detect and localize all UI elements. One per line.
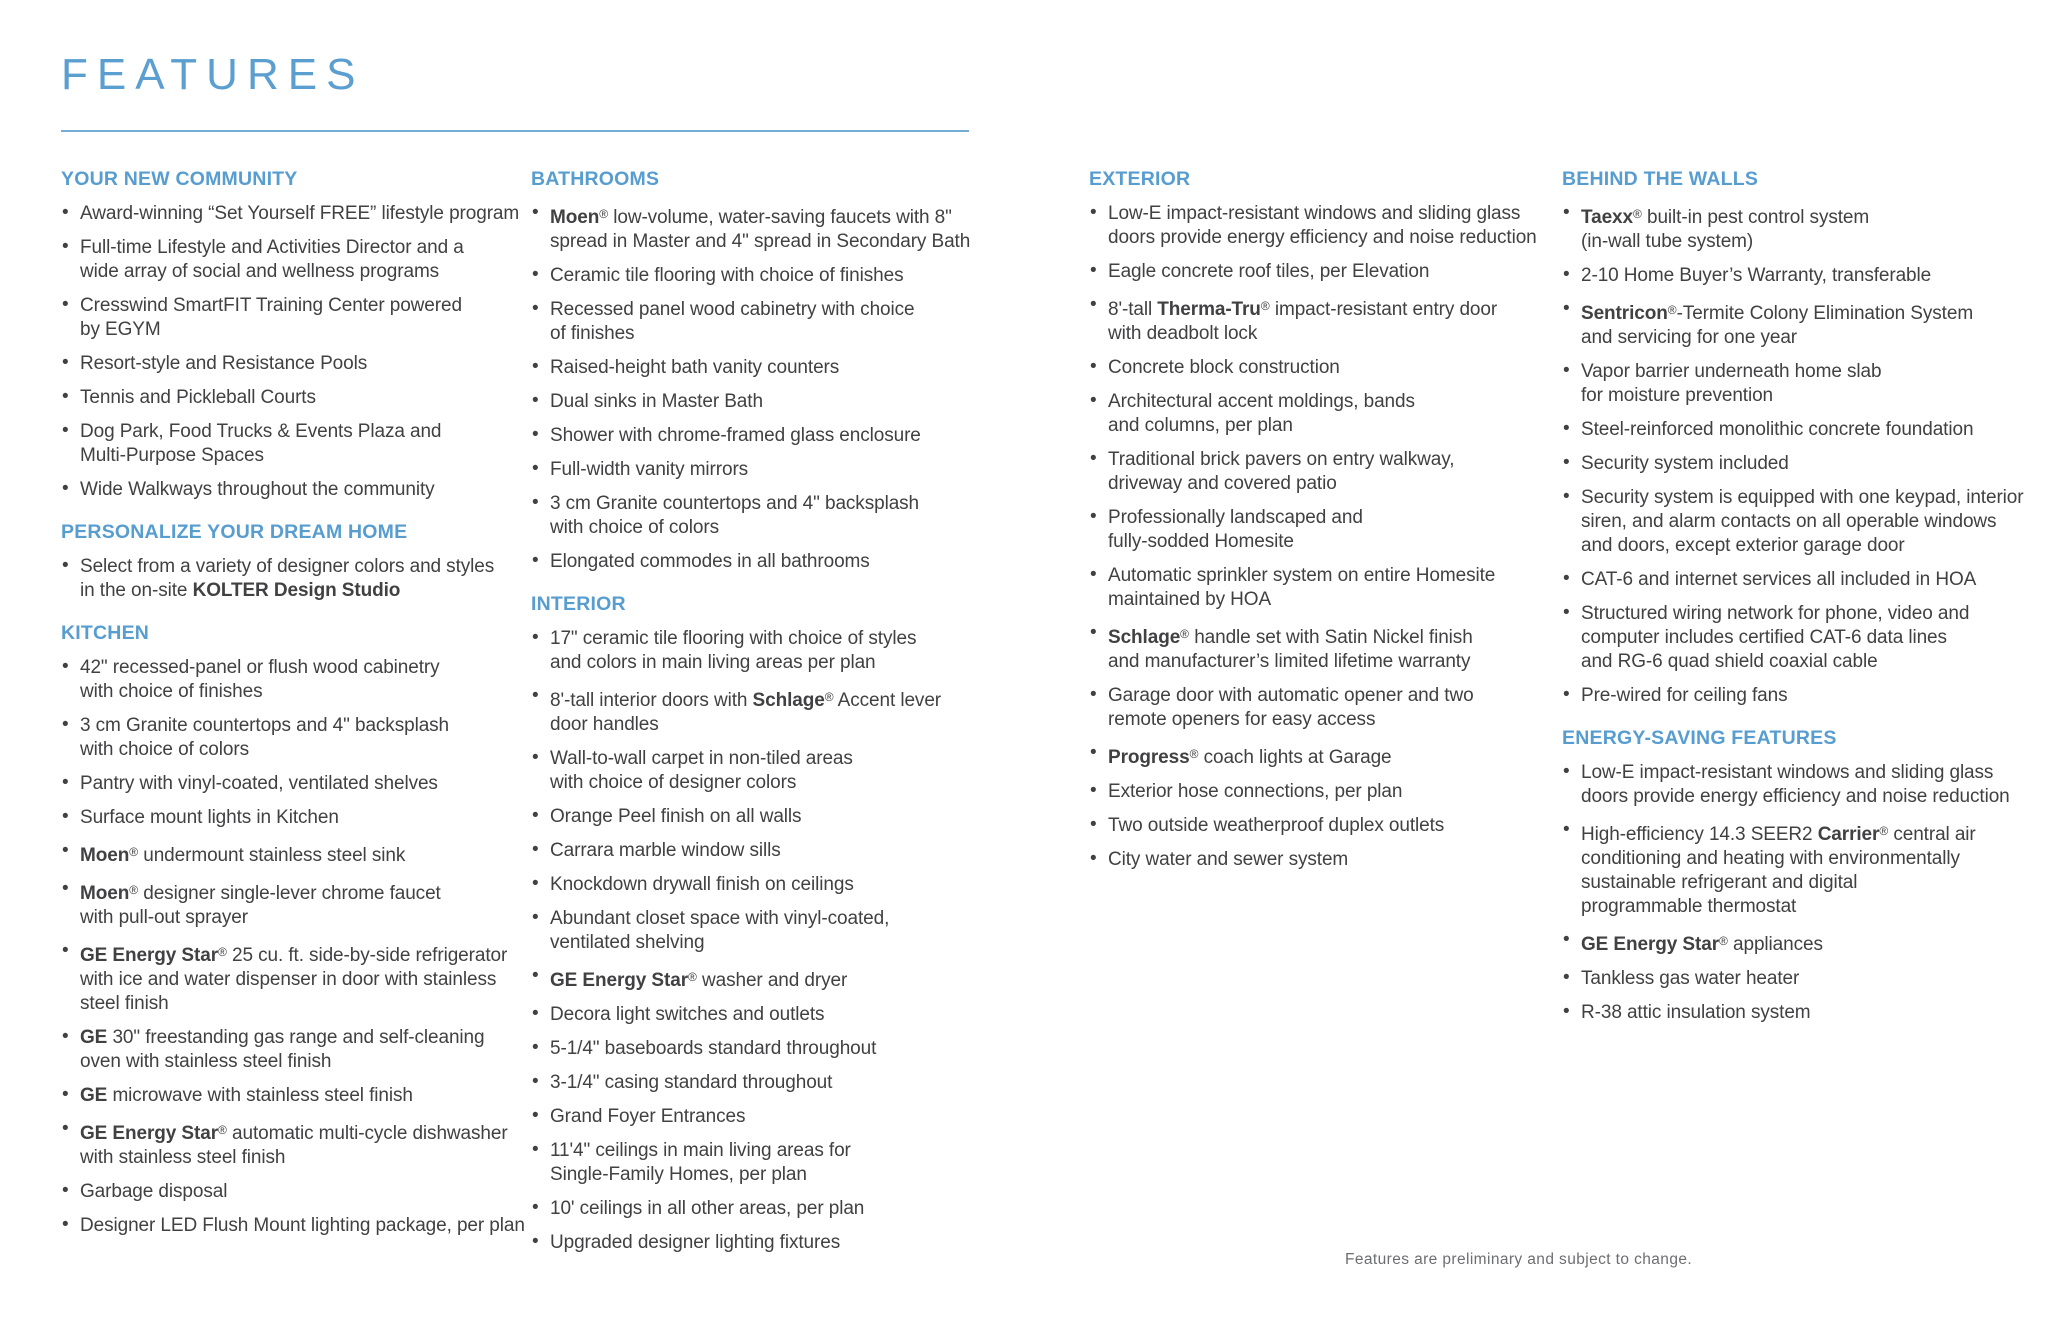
text-run: Security system is equipped with one keypad, interior — [1581, 487, 2024, 508]
brand-name: Carrier — [1817, 824, 1880, 845]
text-run: by EGYM — [80, 319, 161, 340]
feature-item — [61, 1084, 543, 1108]
text-run: Decora light switches and outlets — [550, 1004, 825, 1025]
feature-item — [1562, 761, 2048, 809]
brand-name: GE Energy Star — [80, 1123, 218, 1144]
registered-mark: ® — [217, 945, 227, 959]
registered-mark: ® — [1718, 934, 1728, 948]
text-run: computer includes certified CAT-6 data lines — [1581, 627, 1947, 648]
feature-item — [1089, 202, 1563, 250]
feature-item — [531, 390, 1041, 414]
feature-item — [1089, 390, 1563, 438]
brand-name: GE Energy Star — [80, 945, 218, 966]
feature-item — [1562, 360, 2048, 408]
feature-list — [1089, 202, 1563, 872]
text-run: 3 cm Granite countertops and 4" backsplash — [80, 715, 450, 736]
text-run: maintained by HOA — [1108, 589, 1272, 610]
text-run: and manufacturer’s limited lifetime warranty — [1108, 651, 1471, 672]
feature-item — [1089, 356, 1563, 380]
feature-item — [531, 458, 1041, 482]
feature-item — [1562, 684, 2048, 708]
brand-name: Sentricon — [1581, 303, 1668, 324]
text-run: Full-time Lifestyle and Activities Director and a — [80, 237, 464, 258]
feature-item — [531, 1105, 1041, 1129]
brand-name: Moen — [80, 845, 130, 866]
registered-mark: ® — [824, 690, 834, 704]
registered-mark: ® — [1189, 747, 1199, 761]
feature-list — [61, 202, 543, 502]
text-run: Traditional brick pavers on entry walkway, — [1108, 449, 1455, 470]
brand-name: Moen — [80, 883, 130, 904]
text-run: Award-winning “Set Yourself FREE” lifestyle program — [80, 203, 520, 224]
disclaimer-footer: Features are preliminary and subject to change. — [1345, 1251, 1693, 1268]
text-run: and columns, per plan — [1108, 415, 1293, 436]
feature-item — [531, 1037, 1041, 1061]
feature-section — [531, 168, 1041, 574]
text-run: 3-1/4" casing standard throughout — [550, 1072, 833, 1093]
text-run: Two outside weatherproof duplex outlets — [1108, 815, 1445, 836]
brand-name: KOLTER Design Studio — [192, 580, 401, 601]
text-run: Security system included — [1581, 453, 1789, 474]
text-run: 2-10 Home Buyer’s Warranty, transferable — [1581, 265, 1932, 286]
text-run: Ceramic tile flooring with choice of finishes — [550, 265, 904, 286]
title-divider — [61, 130, 969, 132]
feature-item — [531, 805, 1041, 829]
feature-item — [531, 1071, 1041, 1095]
feature-item — [61, 352, 543, 376]
feature-item — [531, 747, 1041, 795]
registered-mark: ® — [1180, 627, 1190, 641]
text-run: Resort-style and Resistance Pools — [80, 353, 368, 374]
feature-list — [1562, 761, 2048, 1025]
feature-list — [531, 202, 1041, 574]
text-run: steel finish — [80, 993, 169, 1014]
column — [61, 168, 543, 1248]
feature-item — [531, 907, 1041, 955]
feature-item — [531, 839, 1041, 863]
text-run: ventilated shelving — [550, 932, 705, 953]
feature-list — [531, 627, 1041, 1255]
text-run: Elongated commodes in all bathrooms — [550, 551, 870, 572]
feature-item — [1089, 622, 1563, 674]
text-run: and doors, except exterior garage door — [1581, 535, 1905, 556]
text-run: 8'-tall interior doors with — [550, 690, 753, 711]
text-run: Low-E impact-resistant windows and sliding glass — [1581, 762, 1994, 783]
text-run: Upgraded designer lighting fixtures — [550, 1232, 841, 1253]
section-heading: PERSONALIZE YOUR DREAM HOME — [61, 521, 408, 543]
text-run: Tennis and Pickleball Courts — [80, 387, 316, 408]
feature-item — [61, 714, 543, 762]
column — [1562, 168, 2048, 1035]
feature-item — [1562, 929, 2048, 957]
feature-item — [1089, 564, 1563, 612]
feature-item — [1562, 202, 2048, 254]
text-run: wide array of social and wellness programs — [80, 261, 440, 282]
text-run: driveway and covered patio — [1108, 473, 1337, 494]
text-run: Automatic sprinkler system on entire Homesite — [1108, 565, 1496, 586]
feature-item — [61, 420, 543, 468]
feature-section — [61, 622, 543, 1238]
text-run: Designer LED Flush Mount lighting package, per plan — [80, 1215, 525, 1236]
text-run: Low-E impact-resistant windows and sliding glass — [1108, 203, 1521, 224]
feature-item — [1562, 602, 2048, 674]
text-run: City water and sewer system — [1108, 849, 1349, 870]
text-run: Pre-wired for ceiling fans — [1581, 685, 1788, 706]
feature-item — [1089, 294, 1563, 346]
text-run: Orange Peel finish on all walls — [550, 806, 802, 827]
text-run: of finishes — [550, 323, 635, 344]
section-heading: YOUR NEW COMMUNITY — [61, 168, 298, 190]
section-heading: KITCHEN — [61, 622, 150, 644]
text-run: remote openers for easy access — [1108, 709, 1376, 730]
text-run: Cresswind SmartFIT Training Center powered — [80, 295, 462, 316]
text-run: Raised-height bath vanity counters — [550, 357, 840, 378]
text-run: Eagle concrete roof tiles, per Elevation — [1108, 261, 1430, 282]
text-run: Wide Walkways throughout the community — [80, 479, 435, 500]
text-run: Tankless gas water heater — [1581, 968, 1800, 989]
text-run: Concrete block construction — [1108, 357, 1340, 378]
text-run: Shower with chrome-framed glass enclosure — [550, 425, 921, 446]
feature-item — [1562, 264, 2048, 288]
text-run: doors provide energy efficiency and noise reduction — [1108, 227, 1537, 248]
text-run: handle set with Satin Nickel finish — [1189, 627, 1473, 648]
text-run: impact-resistant entry door — [1269, 299, 1498, 320]
feature-section — [1562, 168, 2048, 708]
feature-item — [531, 356, 1041, 380]
brand-name: Schlage — [1108, 627, 1181, 648]
feature-list — [1562, 202, 2048, 708]
text-run: Grand Foyer Entrances — [550, 1106, 746, 1127]
feature-section — [1562, 727, 2048, 1025]
section-heading: EXTERIOR — [1089, 168, 1191, 190]
text-run: Surface mount lights in Kitchen — [80, 807, 339, 828]
feature-item — [1089, 506, 1563, 554]
text-run: 30" freestanding gas range and self-cleaning — [107, 1027, 485, 1048]
brand-name: GE Energy Star — [550, 970, 688, 991]
feature-item — [61, 772, 543, 796]
text-run: Steel-reinforced monolithic concrete foundation — [1581, 419, 1974, 440]
text-run: Structured wiring network for phone, video and — [1581, 603, 1970, 624]
text-run: and RG-6 quad shield coaxial cable — [1581, 651, 1878, 672]
feature-section — [61, 168, 543, 502]
text-run: automatic multi-cycle dishwasher — [226, 1123, 508, 1144]
registered-mark: ® — [687, 970, 697, 984]
text-run: 10' ceilings in all other areas, per plan — [550, 1198, 865, 1219]
feature-item — [531, 1003, 1041, 1027]
feature-item — [531, 1197, 1041, 1221]
text-run: with choice of colors — [80, 739, 249, 760]
feature-item — [1089, 848, 1563, 872]
text-run: coach lights at Garage — [1198, 747, 1392, 768]
text-run: Abundant closet space with vinyl-coated, — [550, 908, 890, 929]
feature-item — [531, 965, 1041, 993]
feature-item — [61, 1214, 543, 1238]
feature-item — [1562, 452, 2048, 476]
text-run: with choice of finishes — [80, 681, 263, 702]
text-run: Knockdown drywall finish on ceilings — [550, 874, 854, 895]
text-run: designer single-lever chrome faucet — [138, 883, 441, 904]
text-run: Garage door with automatic opener and two — [1108, 685, 1474, 706]
feature-item — [61, 386, 543, 410]
text-run: fully-sodded Homesite — [1108, 531, 1294, 552]
section-heading: BEHIND THE WALLS — [1562, 168, 1759, 190]
brand-name: GE Energy Star — [1581, 934, 1719, 955]
feature-section — [61, 521, 543, 603]
feature-item — [531, 298, 1041, 346]
text-run: with choice of designer colors — [550, 772, 797, 793]
text-run: 8'-tall — [1108, 299, 1158, 320]
feature-item — [1562, 486, 2048, 558]
text-run: 11'4" ceilings in main living areas for — [550, 1140, 851, 1161]
feature-list — [61, 555, 543, 603]
text-run: 17" ceramic tile flooring with choice of styles — [550, 628, 917, 649]
text-run: Dog Park, Food Trucks & Events Plaza and — [80, 421, 442, 442]
column — [531, 168, 1041, 1265]
text-run: Architectural accent moldings, bands — [1108, 391, 1415, 412]
brand-name: Progress — [1108, 747, 1190, 768]
text-run: conditioning and heating with environmentally — [1581, 848, 1960, 869]
column — [1089, 168, 1563, 882]
feature-list — [61, 656, 543, 1238]
feature-item — [61, 656, 543, 704]
feature-item — [1562, 298, 2048, 350]
text-run: R-38 attic insulation system — [1581, 1002, 1811, 1023]
feature-item — [61, 294, 543, 342]
feature-item — [61, 940, 543, 1016]
feature-item — [1089, 448, 1563, 496]
text-run: Professionally landscaped and — [1108, 507, 1363, 528]
text-run: with ice and water dispenser in door with stainless — [80, 969, 497, 990]
feature-item — [61, 1118, 543, 1170]
text-run: Select from a variety of designer colors and styles — [80, 556, 495, 577]
brand-name: Moen — [550, 207, 600, 228]
text-run: Wall-to-wall carpet in non-tiled areas — [550, 748, 853, 769]
feature-section — [1089, 168, 1563, 872]
text-run: with pull-out sprayer — [80, 907, 248, 928]
text-run: Carrara marble window sills — [550, 840, 781, 861]
feature-item — [1089, 814, 1563, 838]
text-run: 5-1/4" baseboards standard throughout — [550, 1038, 877, 1059]
section-heading: BATHROOMS — [531, 168, 660, 190]
feature-item — [61, 1180, 543, 1204]
feature-item — [531, 1231, 1041, 1255]
text-run: High-efficiency 14.3 SEER2 — [1581, 824, 1818, 845]
text-run: doors provide energy efficiency and noise reduction — [1581, 786, 2010, 807]
text-run: for moisture prevention — [1581, 385, 1774, 406]
feature-item — [531, 627, 1041, 675]
feature-item — [61, 555, 543, 603]
feature-item — [61, 236, 543, 284]
page-title: FEATURES — [61, 50, 365, 99]
feature-item — [1562, 819, 2048, 919]
text-run: washer and dryer — [696, 970, 848, 991]
section-heading: ENERGY-SAVING FEATURES — [1562, 727, 1837, 749]
text-run: Accent lever — [833, 690, 942, 711]
feature-item — [61, 1026, 543, 1074]
registered-mark: ® — [217, 1123, 227, 1137]
registered-mark: ® — [1632, 207, 1642, 221]
feature-item — [61, 806, 543, 830]
feature-item — [61, 840, 543, 868]
feature-item — [1089, 260, 1563, 284]
text-run: 3 cm Granite countertops and 4" backsplash — [550, 493, 920, 514]
feature-item — [531, 685, 1041, 737]
text-run: -Termite Colony Elimination System — [1676, 303, 1974, 324]
feature-item — [531, 492, 1041, 540]
text-run: Single-Family Homes, per plan — [550, 1164, 807, 1185]
text-run: CAT-6 and internet services all included in HOA — [1581, 569, 1977, 590]
text-run: siren, and alarm contacts on all operable windows — [1581, 511, 1997, 532]
brand-name: GE — [80, 1027, 108, 1048]
section-heading: INTERIOR — [531, 593, 626, 615]
text-run: microwave with stainless steel finish — [107, 1085, 413, 1106]
registered-mark: ® — [129, 845, 139, 859]
feature-item — [61, 478, 543, 502]
text-run: programmable thermostat — [1581, 896, 1797, 917]
brand-name: Taexx — [1581, 207, 1633, 228]
text-run: with stainless steel finish — [80, 1147, 286, 1168]
registered-mark: ® — [129, 883, 139, 897]
feature-item — [1562, 1001, 2048, 1025]
feature-item — [531, 202, 1041, 254]
registered-mark: ® — [1879, 824, 1889, 838]
text-run: door handles — [550, 714, 659, 735]
text-run: (in-wall tube system) — [1581, 231, 1754, 252]
feature-item — [531, 550, 1041, 574]
text-run: 42" recessed-panel or flush wood cabinetry — [80, 657, 440, 678]
feature-section — [531, 593, 1041, 1255]
registered-mark: ® — [599, 207, 609, 221]
text-run: with deadbolt lock — [1108, 323, 1258, 344]
feature-item — [61, 878, 543, 930]
text-run: Recessed panel wood cabinetry with choice — [550, 299, 915, 320]
text-run: appliances — [1727, 934, 1823, 955]
text-run: with choice of colors — [550, 517, 719, 538]
text-run: sustainable refrigerant and digital — [1581, 872, 1858, 893]
text-run: and colors in main living areas per plan — [550, 652, 876, 673]
feature-item — [531, 1139, 1041, 1187]
feature-item — [1089, 684, 1563, 732]
text-run: central air — [1888, 824, 1976, 845]
text-run: spread in Master and 4" spread in Secondary Bath — [550, 231, 971, 252]
feature-item — [61, 202, 543, 226]
feature-item — [1562, 967, 2048, 991]
text-run: Pantry with vinyl-coated, ventilated shelves — [80, 773, 438, 794]
feature-item — [531, 873, 1041, 897]
feature-item — [1562, 418, 2048, 442]
text-run: low-volume, water-saving faucets with 8" — [608, 207, 952, 228]
text-run: Vapor barrier underneath home slab — [1581, 361, 1882, 382]
text-run: 25 cu. ft. side-by-side refrigerator — [226, 945, 508, 966]
text-run: built-in pest control system — [1641, 207, 1870, 228]
brand-name: Therma-Tru — [1157, 299, 1261, 320]
text-run: Garbage disposal — [80, 1181, 228, 1202]
text-run: Multi-Purpose Spaces — [80, 445, 264, 466]
text-run: Dual sinks in Master Bath — [550, 391, 763, 412]
text-run: in the on-site — [80, 580, 193, 601]
text-run: Full-width vanity mirrors — [550, 459, 749, 480]
text-run: Exterior hose connections, per plan — [1108, 781, 1403, 802]
feature-item — [1089, 742, 1563, 770]
brand-name: Schlage — [752, 690, 825, 711]
feature-item — [531, 424, 1041, 448]
brand-name: GE — [80, 1085, 108, 1106]
text-run: oven with stainless steel finish — [80, 1051, 332, 1072]
feature-item — [1562, 568, 2048, 592]
feature-item — [1089, 780, 1563, 804]
registered-mark: ® — [1667, 303, 1677, 317]
text-run: undermount stainless steel sink — [138, 845, 406, 866]
text-run: and servicing for one year — [1581, 327, 1798, 348]
feature-item — [531, 264, 1041, 288]
registered-mark: ® — [1260, 299, 1270, 313]
